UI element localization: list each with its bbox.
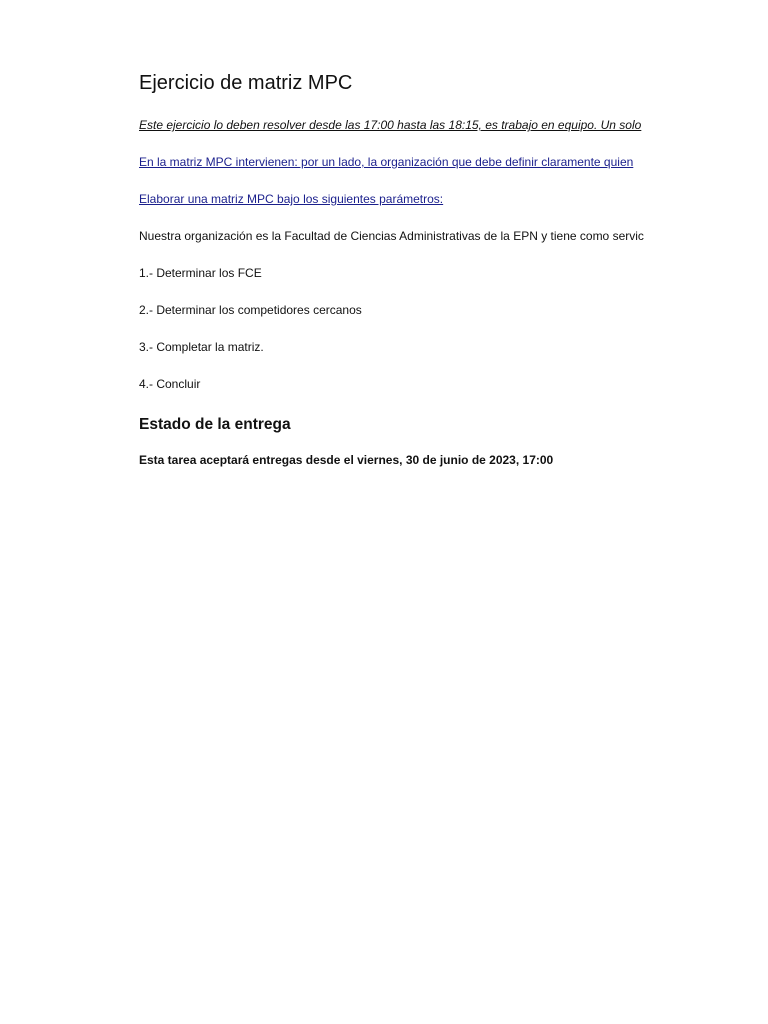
step-item-1: 1.- Determinar los FCE: [139, 266, 262, 280]
parameters-link[interactable]: Elaborar una matriz MPC bajo los siguientes parámetros:: [139, 192, 444, 206]
step-item-4: 4.- Concluir: [139, 377, 201, 391]
submission-heading: Estado de la entrega: [139, 416, 291, 433]
step-item-3: 3.- Completar la matriz.: [139, 340, 264, 354]
submission-status: Esta tarea aceptará entregas desde el viernes, 30 de junio de 2023, 17:00: [139, 453, 554, 467]
document-content: [139, 68, 659, 468]
step-item-2: 2.- Determinar los competidores cercanos: [139, 303, 362, 317]
organization-text: Nuestra organización es la Facultad de Ciencias Administrativas de la EPN y tiene como servic: [139, 229, 644, 243]
intro-text: Este ejercicio lo deben resolver desde las 17:00 hasta las 18:15, es trabajo en equipo. Un solo: [139, 118, 642, 132]
page-title: Ejercicio de matriz MPC: [139, 72, 353, 94]
mpc-intro-link[interactable]: En la matriz MPC intervienen: por un lado, la organización que debe definir claramente quien: [139, 155, 634, 169]
